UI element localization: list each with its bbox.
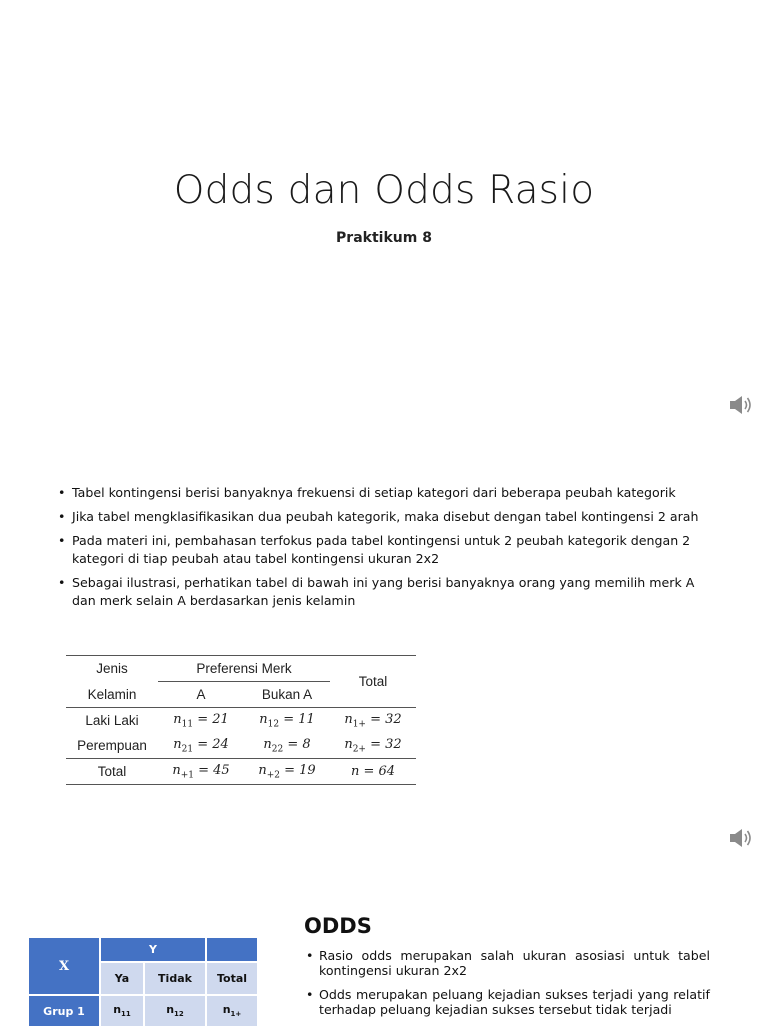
header-kelamin: Kelamin [66, 682, 158, 708]
odds-table [27, 936, 259, 1028]
header-preferensi-merk: Preferensi Merk [158, 656, 330, 682]
bullet-item: • Tabel kontingensi berisi banyaknya frekuensi di setiap kategori dari beberapa peubah kategorik [56, 484, 712, 502]
contingency-slide [0, 440, 768, 880]
cell-n11: $n_{11}$ [101, 996, 143, 1026]
section-heading: ODDS [304, 914, 372, 938]
slide-title: Odds dan Odds Rasio [173, 168, 595, 213]
bullet-list [305, 948, 710, 1026]
contingency-table [66, 655, 416, 785]
bullet-item: • Odds merupakan peluang kejadian sukses terjadi yang relatif terhadap peluang kejadian sukses tersebut tidak terjadi [305, 987, 710, 1017]
slide-subtitle: Praktikum 8 [336, 230, 432, 246]
bullet-item: • Jika tabel mengklasifikasikan dua peubah kategorik, maka disebut dengan tabel kontingensi 2 arah [56, 508, 712, 526]
header-a: A [158, 682, 244, 708]
bullet-list [56, 484, 712, 616]
header-bukan-a: Bukan A [244, 682, 330, 708]
speaker-icon[interactable] [728, 826, 754, 850]
title-slide [0, 0, 768, 440]
row-label: Laki Laki [85, 713, 139, 728]
header-ya: Ya [101, 963, 143, 994]
cell-nplus2: $n_{+2} = 19$ [244, 759, 330, 785]
cell-n1plus: $n_{1+}$ [207, 996, 257, 1026]
bullet-item: • Pada materi ini, pembahasan terfokus pada tabel kontingensi untuk 2 peubah kategorik dengan 2 kategori di tiap peubah atau tabel kontingensi ukuran 2x2 [56, 532, 712, 568]
cell-n12: $n_{12} = 11$ [259, 711, 315, 730]
header-x: X [29, 938, 99, 994]
row-label: Perempuan [77, 738, 147, 753]
cell-nplus1: $n_{+1} = 45$ [158, 759, 244, 785]
row-label-grup-1: Grup 1 [29, 996, 99, 1026]
header-jenis: Jenis [66, 656, 158, 682]
cell-n21: $n_{21} = 24$ [173, 736, 229, 755]
cell-n12: $n_{12}$ [145, 996, 205, 1026]
speaker-icon[interactable] [728, 393, 754, 417]
table-row [66, 708, 416, 734]
header-tidak: Tidak [145, 963, 205, 994]
table-row [66, 759, 416, 785]
bullet-item: • Sebagai ilustrasi, perhatikan tabel di bawah ini yang berisi banyaknya orang yang memilih merk A dan merk selain A berdasarkan jenis kelamin [56, 574, 712, 610]
header-total: Total [330, 656, 416, 708]
bullet-item: • Rasio odds merupakan salah ukuran asosiasi untuk tabel kontingensi ukuran 2x2 [305, 948, 710, 978]
cell-n2plus: $n_{2+} = 32$ [344, 736, 402, 755]
header-blank [207, 938, 257, 961]
cell-n11: $n_{11} = 21$ [173, 711, 229, 730]
cell-n-total: n = 64 [330, 759, 416, 785]
table-row [29, 996, 257, 1026]
cell-n1plus: $n_{1+} = 32$ [344, 711, 402, 730]
header-y: Y [101, 938, 205, 961]
row-label: Total [66, 759, 158, 785]
odds-slide [0, 880, 768, 1024]
cell-n22: $n_{22} = 8$ [263, 736, 311, 755]
header-total: Total [207, 963, 257, 994]
table-row [66, 733, 416, 759]
